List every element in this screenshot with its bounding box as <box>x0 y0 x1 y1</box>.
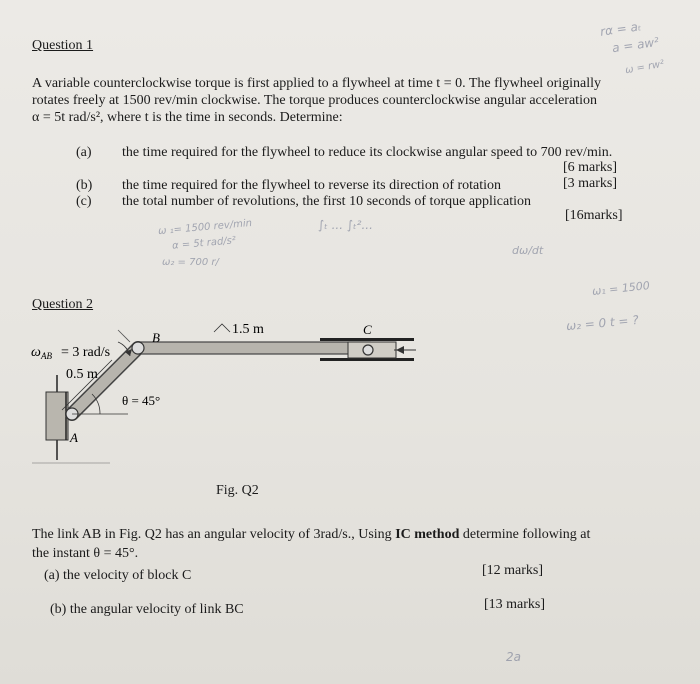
pencil-note: ω₂ = 0 t = ? <box>565 312 640 334</box>
dimension-bc <box>214 324 230 332</box>
q2-item-b-marks: [13 marks] <box>484 597 546 612</box>
item-label: (a) <box>76 145 92 160</box>
pencil-note: dω/dt <box>512 244 544 257</box>
question-1-heading: Question 1 <box>32 38 94 53</box>
item-marks: [6 marks] <box>563 160 618 175</box>
pencil-note: a = aw² <box>611 34 660 56</box>
item-text: the total number of revolutions, the first 10 seconds of torque application <box>122 194 532 209</box>
label-a: A <box>70 430 78 445</box>
label-omega: ω <box>31 345 41 360</box>
item-marks: [3 marks] <box>563 176 618 191</box>
pencil-note: 2a <box>506 650 521 664</box>
pencil-note: ω = rw² <box>624 58 666 77</box>
velocity-arrow-b <box>118 330 130 342</box>
item-text: the time required for the flywheel to reduce its clockwise angular speed to 700 rev/min. <box>122 145 613 160</box>
question-2-heading: Question 2 <box>32 297 94 312</box>
pencil-note: rα = aₜ <box>599 19 643 39</box>
item-label: (c) <box>76 194 92 209</box>
pencil-note: ∫ₜ ... ∫ₜ²... <box>318 218 373 232</box>
question-2-text: the instant θ = 45°. <box>32 546 139 561</box>
label-length-ab: 0.5 m <box>66 367 98 382</box>
pin-c <box>363 345 373 355</box>
label-length-bc: 1.5 m <box>232 322 264 337</box>
q2-item-a: (a) the velocity of block C <box>44 568 192 583</box>
q2-text-part: The link AB in Fig. Q2 has an angular velocity of 3rad/s., Using <box>32 527 396 542</box>
link-bc <box>138 342 370 354</box>
item-marks: [16marks] <box>565 208 623 223</box>
label-c: C <box>363 322 372 337</box>
pencil-note: α = 5t rad/s² <box>171 235 237 252</box>
label-b: B <box>152 330 160 345</box>
label-omega-sub: AB <box>41 351 52 361</box>
q2-item-b: (b) the angular velocity of link BC <box>50 602 244 617</box>
label-omega-value: = 3 rad/s <box>61 345 111 360</box>
pin-b <box>132 342 144 354</box>
q2-item-a-marks: [12 marks] <box>482 563 544 578</box>
question-1-intro: α = 5t rad/s², where t is the time in seconds. Determine: <box>32 110 343 125</box>
question-1-intro: A variable counterclockwise torque is first applied to a flywheel at time t = 0. The flywheel originally <box>32 76 602 91</box>
pencil-note: ω₂ = 700 r/ <box>162 257 219 268</box>
figure-caption: Fig. Q2 <box>216 483 259 498</box>
wall-support-a <box>46 375 68 460</box>
item-text: the time required for the flywheel to reverse its direction of rotation <box>122 178 502 193</box>
question-1-intro: rotates freely at 1500 rev/min clockwise. The torque produces counterclockwise angular acceleration <box>32 93 597 108</box>
pencil-note: ω ₁= 1500 rev/min <box>157 217 253 238</box>
q2-text-emphasis: IC method <box>395 527 460 542</box>
q2-text-part: determine following at <box>459 527 591 542</box>
label-theta: θ = 45° <box>122 393 161 408</box>
pencil-note: ω₁ = 1500 <box>591 279 651 298</box>
item-label: (b) <box>76 178 93 193</box>
question-2-text <box>32 527 590 543</box>
